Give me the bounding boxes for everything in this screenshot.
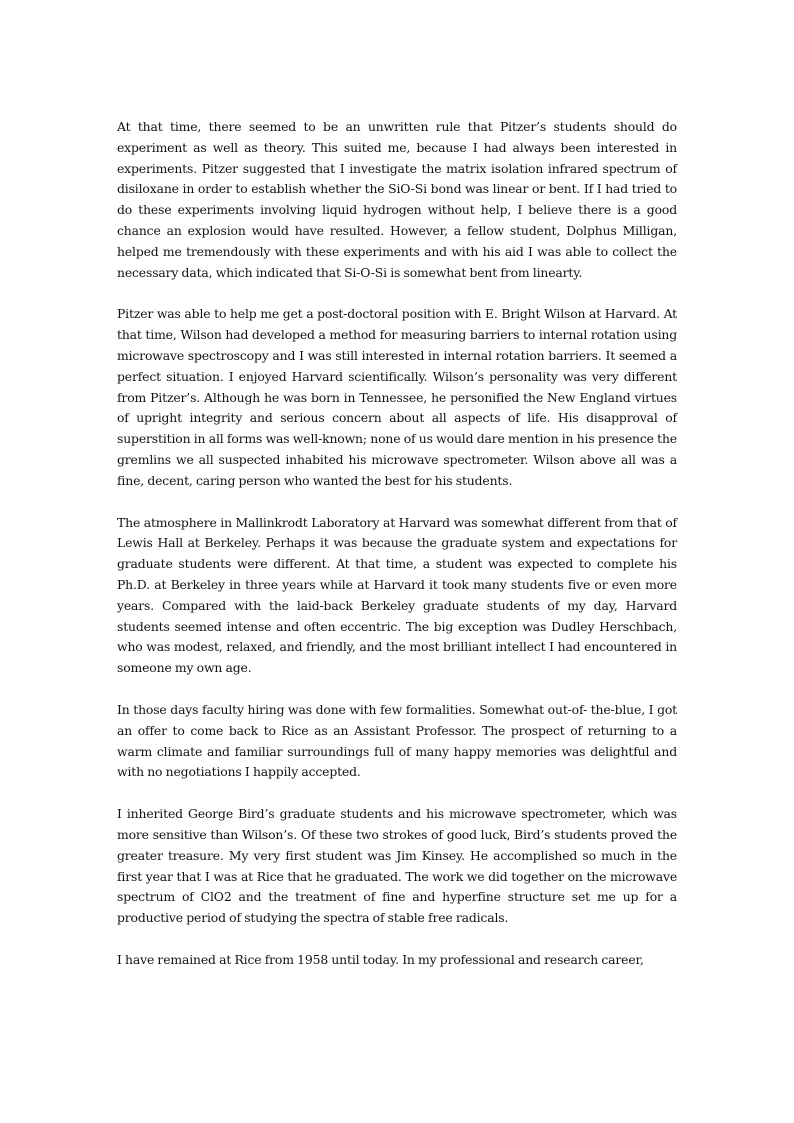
paragraph-bird-students: I inherited George Bird’s graduate students and his microwave spectrometer, which was more sensitive than Wilson’s. Of these two strokes of good luck, Bird’s students proved the greater treasure. My very first student was Jim Kinsey. He accomplished so much in the first year that I was at Rice that he graduated. The work we did together on the microwave spectrum of ClO2 and the treatment of fine and hyperfine structure set me up for a productive period of studying the spectra of stable free radicals. xyxy=(117,806,677,926)
paragraph-rice-career: I have remained at Rice from 1958 until today. In my professional and research career, xyxy=(117,951,644,967)
paragraph-harvard-postdoc: Pitzer was able to help me get a post-doctoral position with E. Bright Wilson at Harvard. At that time, Wilson had developed a method for measuring barriers to internal rotation using microwave spectroscopy and I was still interested in internal rotation barriers. It seemed a perfect situation. I enjoyed Harvard scientifically. Wilson’s personality was very different from Pitzer’s. Although he was born in Tennessee, he personified the New England virtues of upright integrity and serious concern about all aspects of life. His disapproval of superstition in all forms was well-known; none of us would dare mention in his presence the gremlins we all suspected inhabited his microwave spectrometer. Wilson above all was a fine, decent, caring person who wanted the best for his students. xyxy=(117,306,677,488)
paragraph-mallinkrodt-atmosphere: The atmosphere in Mallinkrodt Laboratory at Harvard was somewhat different from that of Lewis Hall at Berkeley. Perhaps it was because the graduate system and expectations for graduate students were different. At that time, a student was expected to complete his Ph.D. at Berkeley in three years while at Harvard it took many students five or even more years. Compared with the laid-back Berkeley graduate students of my day, Harvard students seemed intense and often eccentric. The big exception was Dudley Herschbach, who was modest, relaxed, and friendly, and the most brilliant intellect I had encountered in someone my own age. xyxy=(117,514,677,676)
paragraph-pitzer-experiments: At that time, there seemed to be an unwritten rule that Pitzer’s students should do experiment as well as theory. This suited me, because I had always been interested in experiments. Pitzer suggested that I investigate the matrix isolation infrared spectrum of disiloxane in order to establish whether the SiO-Si bond was linear or bent. If I had tried to do these experiments involving liquid hydrogen without help, I believe there is a good chance an explosion would have resulted. However, a fellow student, Dolphus Milligan, helped me tremendously with these experiments and with his aid I was able to collect the necessary data, which indicated that Si-O-Si is somewhat bent from linearty. xyxy=(117,119,677,280)
paragraph-faculty-hiring: In those days faculty hiring was done with few formalities. Somewhat out-of- the-blue, I got an offer to come back to Rice as an Assistant Professor. The prospect of returning to a warm climate and familiar surroundings full of many happy memories was delightful and with no negotiations I happily accepted. xyxy=(117,701,677,780)
document-body xyxy=(117,117,677,992)
